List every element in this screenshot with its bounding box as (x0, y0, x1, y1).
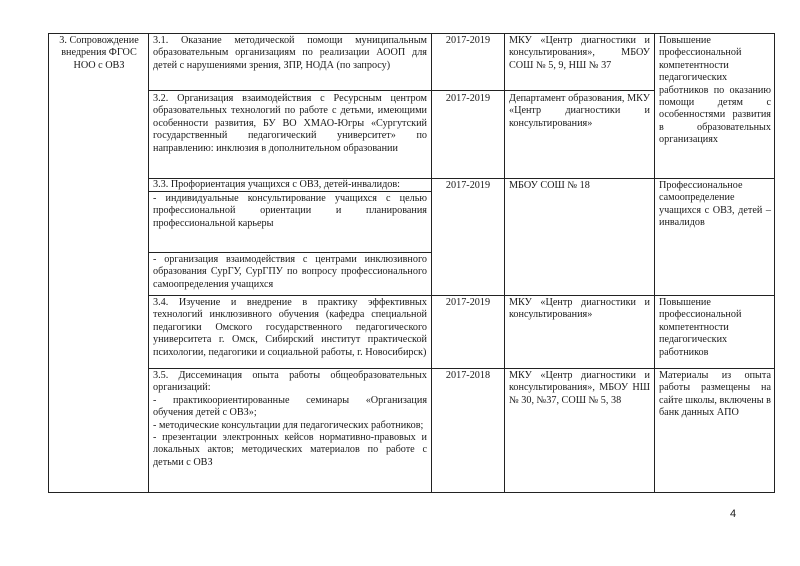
table-border (48, 33, 49, 493)
responsible-3-4: МКУ «Центр диагностики и консультирования» (509, 297, 650, 321)
result-3-3: Профессиональное самоопределение учащихся с ОВЗ, детей – инвалидов (659, 180, 771, 229)
activity-3-5 (153, 370, 427, 469)
table-border (774, 33, 775, 493)
responsible-3-5: МКУ «Центр диагностики и консультирования», МБОУ НШ № 30, №37, СОШ № 5, 38 (509, 370, 650, 406)
column-divider (504, 33, 505, 493)
result-3-5: Материалы из опыта работы размещены на сайте школы, включены в банк данных АПО (659, 370, 771, 419)
plan-table (48, 33, 775, 493)
row-divider (148, 368, 775, 369)
responsible-3-2: Департамент образования, МКУ «Центр диагностики и консультирования» (509, 93, 650, 129)
table-border (48, 33, 775, 34)
activity-3-5-line: - практикоориентированные семинары «Организация обучения детей с ОВЗ»; (153, 394, 427, 419)
period-3-3: 2017-2019 (445, 180, 491, 191)
activity-3-3-item-2: - организация взаимодействия с центрами инклюзивного образования СурГУ, СурГПУ по вопросу профессионального самоопределения учащихся (153, 254, 427, 290)
column-divider (431, 33, 432, 493)
responsible-3-3: МБОУ СОШ № 18 (509, 180, 590, 191)
activity-3-1: 3.1. Оказание методической помощи муниципальным образовательным организациям по реализации АООП для детей с нарушениями зрения, ЗПР, НОДА (по запросу) (153, 35, 427, 71)
activity-3-3: 3.3. Профориентация учащихся с ОВЗ, детей-инвалидов: (153, 179, 400, 190)
responsible-3-1: МКУ «Центр диагностики и консультирования», МБОУ СОШ № 5, 9, НШ № 37 (509, 35, 650, 71)
column-divider (148, 33, 149, 493)
activity-3-5-line: - презентации электронных кейсов нормативно-правовых и локальных актов; методических материалов по работе с детьми с ОВЗ (153, 432, 427, 468)
page-number: 4 (730, 508, 737, 520)
period-3-4: 2017-2019 (445, 297, 491, 308)
period-3-2: 2017-2019 (445, 93, 491, 104)
column-divider (654, 33, 655, 493)
activity-3-5-line: 3.5. Диссеминация опыта работы общеобразовательных организаций: (153, 370, 427, 394)
activity-3-5-line: - методические консультации для педагогических работников; (153, 419, 424, 431)
result-3-1-3-2: Повышение профессиональной компетентности педагогических работников по оказанию помощи детям с особенностями развития в образовательных организациях (659, 35, 771, 146)
table-border (48, 492, 775, 493)
row-divider (148, 90, 654, 91)
activity-3-4: 3.4. Изучение и внедрение в практику эффективных технологий инклюзивного обучения (кафедра специальной педагогики Омского государственного педагогического университета г. Омск, Сибирский институт практической психологии, педагогики и социальной работы, г. Новосибирск) (153, 297, 427, 358)
activity-3-2: 3.2. Организация взаимодействия с Ресурсным центром образовательных технологий по работе с детьми, имеющими особенности развития, БУ ВО ХМАО-Югры «Сургутский государственный педагогический университет» по направлению: инклюзия в дополнительном образовании (153, 93, 427, 154)
period-3-1: 2017-2019 (445, 35, 491, 46)
result-3-4: Повышение профессиональной компетентности педагогических работников (659, 297, 742, 358)
activity-3-3-item-1: - индивидуальные консультирование учащихся с целью профессиональной ориентации и планирования профессиональной карьеры (153, 193, 427, 229)
row-divider (148, 295, 775, 296)
period-3-5: 2017-2018 (445, 370, 491, 381)
row-divider (148, 252, 431, 253)
section-title: 3. Сопровождение внедрения ФГОС НОО с ОВЗ (59, 35, 139, 71)
